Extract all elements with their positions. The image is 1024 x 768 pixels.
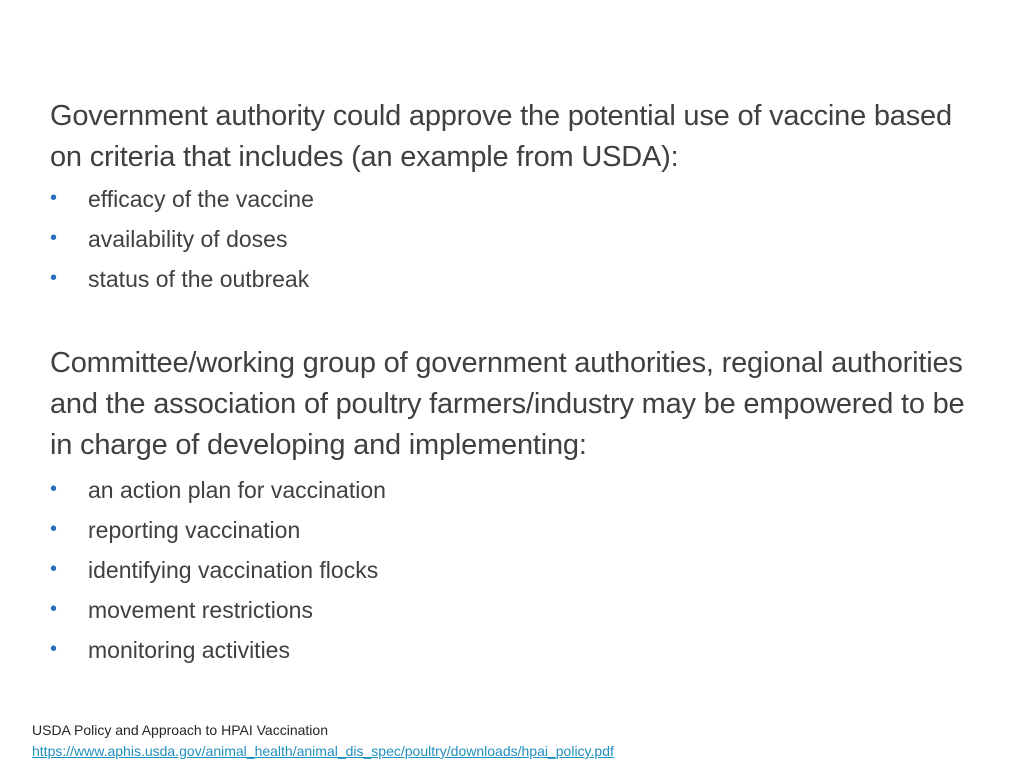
committee-bullet-list xyxy=(50,470,990,670)
bullet-dot-icon: • xyxy=(50,638,58,660)
bullet-text: monitoring activities xyxy=(88,637,290,663)
committee-paragraph: Committee/working group of government authorities, regional authorities and the association of poultry farmers/industry may be empowered to be in charge of developing and implementing: xyxy=(50,347,965,461)
bullet-text: reporting vaccination xyxy=(88,517,301,543)
bullet-item xyxy=(50,470,990,510)
bullet-dot-icon: • xyxy=(50,598,58,620)
bullet-item xyxy=(50,550,990,590)
bullet-text: status of the outbreak xyxy=(88,266,310,292)
bullet-item xyxy=(50,259,990,299)
reference-link[interactable]: https://www.aphis.usda.gov/animal_health/animal_dis_spec/poultry/downloads/hpai_policy.pdf xyxy=(32,743,614,759)
bullet-dot-icon: • xyxy=(50,558,58,580)
bullet-dot-icon: • xyxy=(50,267,58,289)
bullet-dot-icon: • xyxy=(50,187,58,209)
bullet-item xyxy=(50,219,990,259)
bullet-dot-icon: • xyxy=(50,478,58,500)
section-criteria xyxy=(50,96,990,299)
criteria-paragraph: Government authority could approve the potential use of vaccine based on criteria that includes (an example from USDA): xyxy=(50,100,952,173)
bullet-item xyxy=(50,179,990,219)
bullet-item xyxy=(50,510,990,550)
bullet-text: identifying vaccination flocks xyxy=(88,557,379,583)
bullet-dot-icon: • xyxy=(50,518,58,540)
section-committee xyxy=(50,343,990,670)
reference-title: USDA Policy and Approach to HPAI Vaccination xyxy=(32,722,328,738)
bullet-text: efficacy of the vaccine xyxy=(88,186,314,212)
bullet-text: movement restrictions xyxy=(88,597,313,623)
bullet-item xyxy=(50,590,990,630)
criteria-bullet-list xyxy=(50,179,990,299)
bullet-item xyxy=(50,630,990,670)
bullet-dot-icon: • xyxy=(50,227,58,249)
bullet-text: availability of doses xyxy=(88,226,288,252)
bullet-text: an action plan for vaccination xyxy=(88,477,386,503)
footer-reference xyxy=(32,720,614,762)
